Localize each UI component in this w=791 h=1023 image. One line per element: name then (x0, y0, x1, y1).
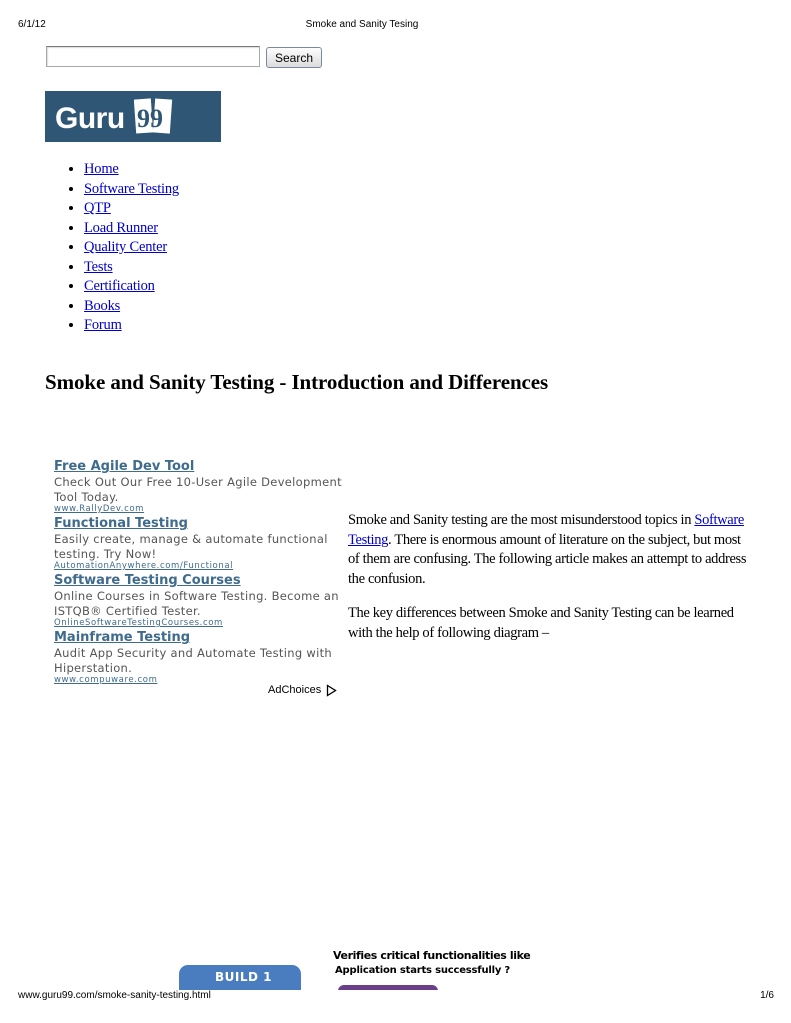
nav-item-qtp (84, 199, 179, 219)
nav-link-quality-center[interactable]: Quality Center (84, 239, 167, 255)
nav-link-qtp[interactable]: QTP (84, 200, 111, 216)
search-button[interactable]: Search (266, 47, 322, 68)
logo-text: Guru (55, 102, 125, 135)
nav-link-forum[interactable]: Forum (84, 317, 122, 333)
ad-item (54, 572, 344, 629)
paragraph-text: . There is enormous amount of literature on the subject, but most of them are confusing. The following article makes an attempt to address the confusion. (348, 531, 747, 587)
ad-title[interactable]: Free Agile Dev Tool (54, 459, 195, 474)
print-url: www.guru99.com/smoke-sanity-testing.html (18, 990, 211, 1001)
nav-item-certification (84, 277, 179, 297)
nav-link-certification[interactable]: Certification (84, 278, 155, 294)
nav-item-forum (84, 316, 179, 336)
ad-title[interactable]: Software Testing Courses (54, 573, 241, 588)
ad-title[interactable]: Mainframe Testing (54, 630, 191, 645)
nav-item-tests (84, 258, 179, 278)
ad-block (54, 458, 344, 686)
search-input[interactable] (46, 46, 260, 67)
logo-mark-text: 99 (137, 104, 163, 133)
article-paragraph: The key differences between Smoke and Sanity Testing can be learned with the help of following diagram – (348, 605, 734, 641)
nav-item-quality-center (84, 238, 179, 258)
nav-item-home (84, 160, 179, 180)
nav-link-home[interactable]: Home (84, 161, 119, 177)
article-paragraph (348, 511, 753, 589)
print-footer (0, 990, 791, 1004)
ad-description: Easily create, manage & automate functional testing. Try Now! (54, 532, 328, 561)
ad-title[interactable]: Functional Testing (54, 516, 188, 531)
print-date: 6/1/12 (18, 19, 46, 30)
ad-url[interactable]: www.compuware.com (54, 675, 158, 685)
nav-link-software-testing[interactable]: Software Testing (84, 180, 179, 197)
article-body (348, 511, 753, 658)
guru99-logo[interactable] (45, 91, 221, 142)
nav-link-books[interactable]: Books (84, 297, 121, 314)
page-title: Smoke and Sanity Testing - Introduction and Differences (45, 370, 549, 394)
adchoices-play-icon[interactable] (326, 684, 337, 697)
paragraph-text: Smoke and Sanity testing are the most misunderstood topics in (348, 512, 695, 528)
nav-item-software-testing (84, 180, 179, 200)
diagram-caption-line1: Verifies critical functionalities like (333, 949, 531, 962)
main-nav (46, 160, 179, 336)
page-number: 1/6 (760, 990, 774, 1001)
ad-url[interactable]: www.RallyDev.com (54, 504, 145, 514)
nav-link-tests[interactable]: Tests (84, 258, 113, 275)
ad-url[interactable]: OnlineSoftwareTestingCourses.com (54, 618, 223, 628)
nav-link-load-runner[interactable]: Load Runner (84, 219, 158, 236)
print-title: Smoke and Sanity Tesing (305, 19, 419, 30)
ad-url[interactable]: AutomationAnywhere.com/Functional (54, 561, 234, 571)
nav-item-load-runner (84, 219, 179, 239)
adchoices-link[interactable]: AdChoices (268, 684, 322, 696)
ad-description: Check Out Our Free 10-User Agile Development Tool Today. (54, 475, 342, 504)
software-testing-link[interactable]: Software Testing (348, 512, 744, 548)
diagram-caption-line2: Application starts successfully ? (335, 965, 511, 976)
ad-item (54, 515, 344, 572)
build-label: BUILD 1 (215, 970, 272, 984)
ad-item (54, 629, 344, 686)
smoke-sanity-diagram (0, 940, 791, 990)
logo-99-mark (134, 97, 174, 135)
ad-description: Audit App Security and Automate Testing with Hiperstation. (54, 646, 332, 675)
ad-item (54, 458, 344, 515)
ad-description: Online Courses in Software Testing. Become an ISTQB® Certified Tester. (54, 589, 339, 618)
nav-item-books (84, 297, 179, 317)
print-header (0, 19, 791, 33)
